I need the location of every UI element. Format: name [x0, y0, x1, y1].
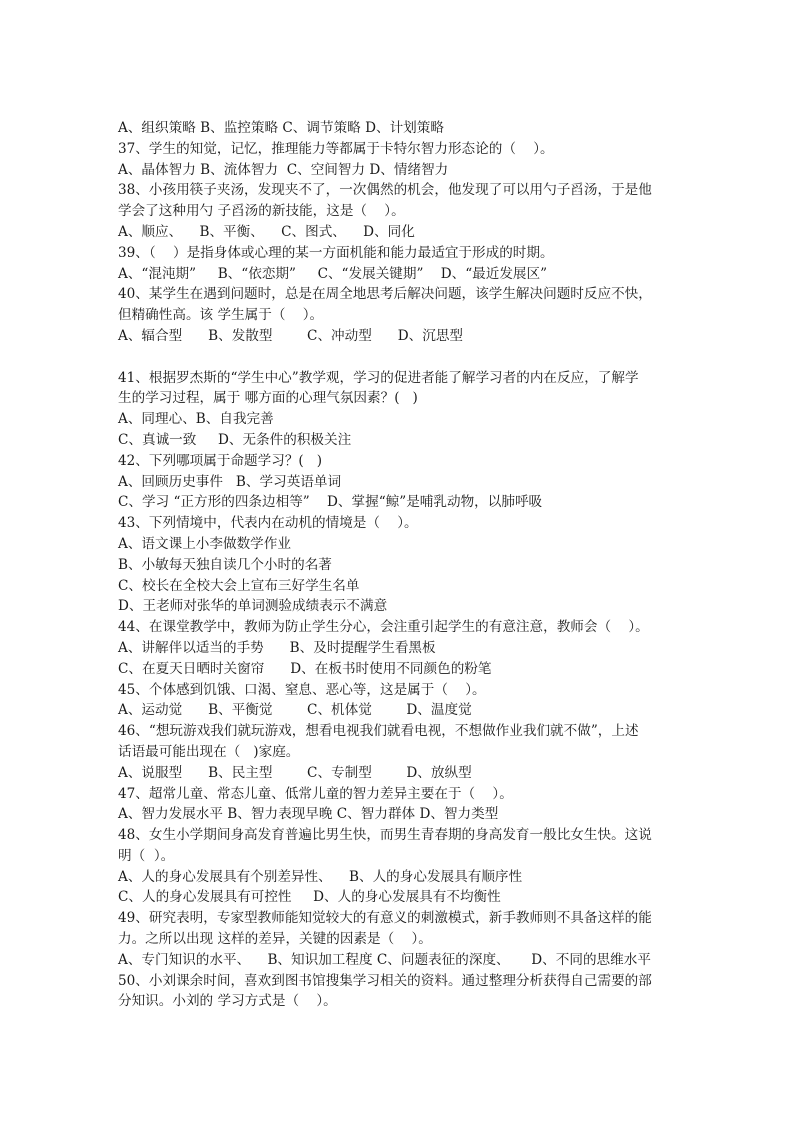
text-line: 42、下列哪项属于命题学习？( ) [118, 452, 322, 469]
text-line: A、智力发展水平 B、智力表现早晚 C、智力群体 D、智力类型 [118, 806, 499, 823]
text-line: 49、研究表明，专家型教师能知觉较大的有意义的刺激模式，新手教师则不具备这样的能 [118, 910, 652, 927]
text-line: A、人的身心发展具有个别差异性、 B、人的身心发展具有顺序性 [118, 868, 523, 885]
text-line: C、在夏天日晒时关窗帘 D、在板书时使用不同颜色的粉笔 [118, 660, 492, 677]
text-line: 43、下列情境中，代表内在动机的情境是（ ）。 [118, 515, 418, 532]
text-line: A、讲解伴以适当的手势 B、及时提醒学生看黑板 [118, 639, 436, 656]
text-line: 47、超常儿童、常态儿童、低常儿童的智力差异主要在于（ ）。 [118, 785, 513, 802]
text-line: C、人的身心发展具有可控性 D、人的身心发展具有不均衡性 [118, 889, 501, 906]
text-line: A、运动觉 B、平衡觉 C、机体觉 D、温度觉 [118, 702, 472, 719]
text-line: 38、小孩用筷子夹汤，发现夹不了，一次偶然的机会，他发现了可以用勺子舀汤，于是他 [118, 182, 652, 199]
text-line: 41、根据罗杰斯的“学生中心”教学观，学习的促进者能了解学习者的内在反应，了解学 [118, 369, 639, 386]
text-line: C、真诚一致 D、无条件的积极关注 [118, 431, 352, 448]
text-line: A、语文课上小李做数学作业 [118, 535, 291, 552]
text-line: A、回顾历史事件 B、学习英语单词 [118, 473, 342, 490]
text-line: A、同理心、B、自我完善 [118, 411, 274, 428]
text-line: 39、（ ）是指身体或心理的某一方面机能和能力最适宜于形成的时期。 [118, 244, 554, 261]
text-line: D、王老师对张华的单词测验成绩表示不满意 [118, 598, 388, 615]
text-line: C、学习 “正方形的四条边相等” D、掌握“鲸”是哺乳动物，以肺呼吸 [118, 494, 543, 511]
text-line: 45、个体感到饥饿、口渴、窒息、恶心等，这是属于（ ）。 [118, 681, 486, 698]
text-line: A、晶体智力 B、流体智力 C、空间智力 D、情绪智力 [118, 161, 449, 178]
text-line: A、“混沌期” B、“依恋期” C、“发展关键期” D、“最近发展区” [118, 265, 548, 282]
text-line: 50、小刘课余时间，喜欢到图书馆搜集学习相关的资料。通过整理分析获得自己需要的部 [118, 972, 652, 989]
text-line: A、说服型 B、民主型 C、专制型 D、放纵型 [118, 764, 472, 781]
text-line: A、顺应、 B、平衡、 C、图式、 D、同化 [118, 223, 415, 240]
text-line: 明（ ）。 [118, 847, 175, 864]
text-line: 分知识。小刘的 学习方式是（ ）。 [118, 993, 337, 1010]
text-line: 40、某学生在遇到问题时，总是在周全地思考后解决问题，该学生解决问题时反应不快， [118, 286, 652, 303]
text-line: 力。之所以出现 这样的差异，关键的因素是（ ）。 [118, 931, 432, 948]
text-line: B、小敏每天独自读几个小时的名著 [118, 556, 332, 573]
blank-line [118, 347, 678, 368]
text-line: C、校长在全校大会上宣布三好学生名单 [118, 577, 360, 594]
text-line: A、专门知识的水平、 B、知识加工程度 C、问题表征的深度、 D、不同的思维水平 [118, 951, 651, 968]
text-line: 学会了这种用勺 子舀汤的新技能，这是（ ）。 [118, 203, 405, 220]
text-line: 46、“想玩游戏我们就玩游戏，想看电视我们就看电视，不想做作业我们就不做”，上述 [118, 723, 639, 740]
text-line: A、组织策略 B、监控策略 C、调节策略 D、计划策略 [118, 120, 444, 136]
text-line: 话语最可能出现在（ )家庭。 [118, 743, 300, 760]
text-line: 37、学生的知觉，记忆，推理能力等都属于卡特尔智力形态论的（ ）。 [118, 140, 554, 157]
text-line: A、辐合型 B、发散型 C、冲动型 D、沉思型 [118, 327, 464, 344]
text-line: 但精确性高。该 学生属于（ ）。 [118, 307, 324, 324]
text-line: 生的学习过程，属于 哪方面的心理气氛因素？( ) [118, 390, 418, 407]
text-line: 44、在课堂教学中，教师为防止学生分心，会注重引起学生的有意注意，教师会（ ）。 [118, 619, 649, 636]
text-line: 48、女生小学期间身高发育普遍比男生快，而男生青春期的身高发育一般比女生快。这说 [118, 827, 652, 844]
document-page [118, 118, 678, 1012]
